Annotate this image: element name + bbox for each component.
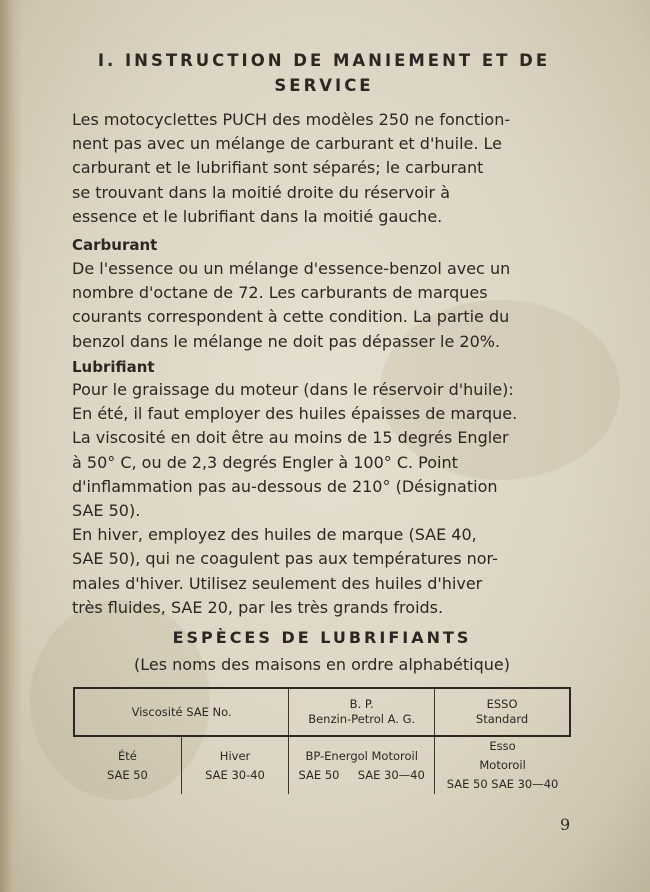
header-bp-line-1: B. P. [349, 697, 374, 711]
intro-paragraph [72, 108, 572, 229]
text-line: nent pas avec un mélange de carburant et d'huile. Le [72, 134, 503, 154]
lubricant-table [73, 687, 571, 794]
text-line: carburant et le lubrifiant sont séparés; le carburant [72, 158, 484, 178]
text-line: SAE 50). [72, 501, 141, 521]
cell-hiver-value: SAE 30-40 [205, 767, 265, 782]
text-line: essence et le lubrifiant dans la moitié gauche. [72, 206, 443, 226]
cell-esso-line-2: Motoroil [479, 758, 526, 772]
cell-esso-line-1: Esso [489, 739, 516, 753]
text-line: De l'essence ou un mélange d'essence-benzol avec un [72, 259, 511, 278]
cell-ete [74, 736, 181, 794]
text-line: SAE 50), qui ne coagulent pas aux températures nor- [72, 549, 498, 569]
text-line: En été, il faut employer des huiles épaisses de marque. [72, 404, 518, 424]
cell-bp-product: BP-Energol Motoroil [305, 748, 418, 763]
header-esso-line-1: ESSO [486, 697, 518, 711]
lubrifiant-heading: Lubrifiant [72, 358, 155, 376]
text-line: courants correspondent à cette condition. La partie du [72, 307, 510, 327]
cell-ete-label: Été [117, 748, 137, 763]
section-title [64, 48, 584, 98]
especes-caption: (Les noms des maisons en ordre alphabétique) [134, 655, 510, 674]
table-header-row [74, 688, 570, 736]
page-number: 9 [560, 815, 571, 834]
text-line: La viscosité en doit être au moins de 15 degrés Engler [72, 428, 509, 448]
text-line: se trouvant dans la moitié droite du réservoir à [72, 182, 450, 202]
cell-bp-values: SAE 50 SAE 30—40 [298, 767, 425, 782]
cell-hiver-label: Hiver [219, 748, 251, 763]
header-viscosite: Viscosité SAE No. [74, 688, 289, 736]
text-line: benzol dans le mélange ne doit pas dépasser le 20%. [72, 331, 501, 351]
text-line: En hiver, employez des huiles de marque (SAE 40, [72, 525, 477, 545]
header-esso [435, 688, 570, 736]
header-bp-line-2: Benzin-Petrol A. G. [308, 712, 416, 726]
cell-hiver [181, 736, 288, 794]
header-esso-line-2: Standard [475, 712, 529, 726]
cell-ete-value: SAE 50 [106, 767, 148, 782]
text-line: males d'hiver. Utilisez seulement des huiles d'hiver [72, 573, 483, 593]
table-row [74, 736, 570, 794]
text-line: d'inflammation pas au-dessous de 210° (Désignation [72, 476, 498, 496]
text-line: Les motocyclettes PUCH des modèles 250 ne fonction- [72, 110, 511, 129]
text-line: Pour le graissage du moteur (dans le réservoir d'huile): [72, 380, 514, 399]
lubrifiant-paragraph [72, 378, 572, 620]
page-edge-shadow [0, 0, 22, 892]
cell-esso-values: SAE 50 SAE 30—40 [446, 777, 559, 791]
section-title-line-2: SERVICE [274, 76, 374, 95]
carburant-heading: Carburant [72, 236, 158, 254]
text-line: très fluides, SAE 20, par les très grands froids. [72, 597, 444, 617]
cell-bp [289, 736, 435, 794]
text-line: nombre d'octane de 72. Les carburants de marques [72, 283, 488, 303]
carburant-paragraph [72, 257, 572, 354]
cell-esso [435, 736, 570, 794]
especes-title: ESPÈCES DE LUBRIFIANTS [172, 628, 472, 647]
section-title-line-1: I. INSTRUCTION DE MANIEMENT ET DE [97, 51, 551, 70]
text-line: à 50° C, ou de 2,3 degrés Engler à 100° C. Point [72, 452, 458, 472]
header-bp [289, 688, 435, 736]
